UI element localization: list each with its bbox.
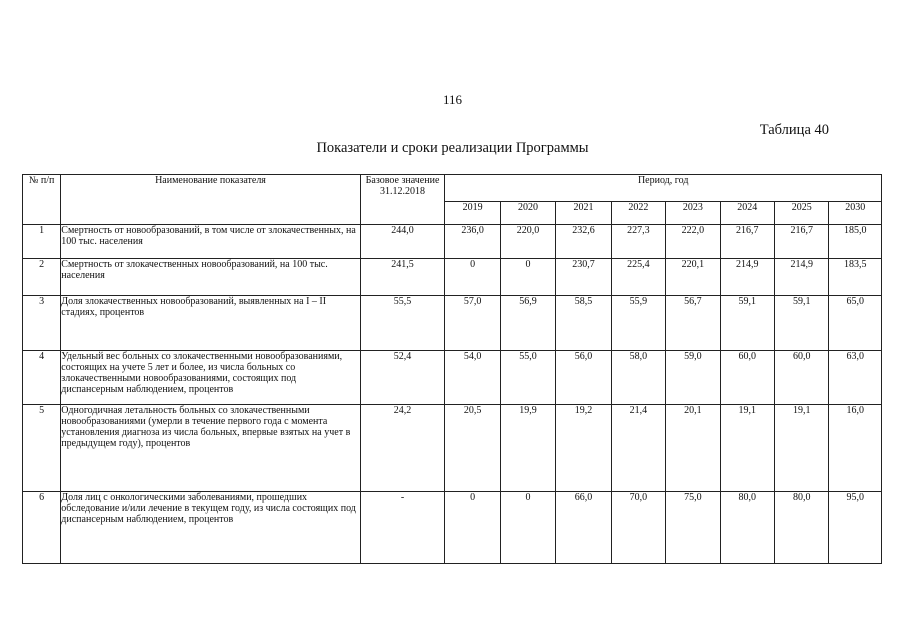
year-value: 80,0 [775, 492, 829, 564]
year-value: 19,1 [720, 405, 774, 492]
year-value: 60,0 [775, 351, 829, 405]
year-value: 55,9 [611, 296, 665, 351]
table-row [23, 259, 882, 296]
year-value: 220,1 [666, 259, 720, 296]
year-value: 19,1 [775, 405, 829, 492]
year-value: 75,0 [666, 492, 720, 564]
header-row [23, 175, 882, 202]
year-value: 0 [500, 259, 555, 296]
year-value: 65,0 [829, 296, 882, 351]
table-row [23, 492, 882, 564]
header-year: 2020 [500, 202, 555, 225]
row-number: 2 [23, 259, 61, 296]
indicators-table [22, 174, 882, 564]
row-number: 5 [23, 405, 61, 492]
year-value: 56,0 [556, 351, 611, 405]
row-number: 6 [23, 492, 61, 564]
year-value: 227,3 [611, 225, 665, 259]
year-value: 57,0 [445, 296, 500, 351]
indicator-name: Доля злокачественных новообразований, выявленных на I – II стадиях, процентов [61, 296, 360, 351]
row-number: 4 [23, 351, 61, 405]
year-value: 232,6 [556, 225, 611, 259]
year-value: 63,0 [829, 351, 882, 405]
header-num: № п/п [23, 175, 61, 225]
year-value: 216,7 [720, 225, 774, 259]
header-year: 2030 [829, 202, 882, 225]
table-row [23, 225, 882, 259]
year-value: 0 [500, 492, 555, 564]
year-value: 216,7 [775, 225, 829, 259]
base-value: - [360, 492, 445, 564]
year-value: 19,9 [500, 405, 555, 492]
year-value: 0 [445, 259, 500, 296]
header-base: Базовое значение 31.12.2018 [360, 175, 445, 225]
header-year: 2025 [775, 202, 829, 225]
base-value: 244,0 [360, 225, 445, 259]
header-year: 2019 [445, 202, 500, 225]
header-period: Период, год [445, 175, 882, 202]
year-value: 0 [445, 492, 500, 564]
year-value: 56,7 [666, 296, 720, 351]
base-value: 24,2 [360, 405, 445, 492]
year-value: 225,4 [611, 259, 665, 296]
year-value: 21,4 [611, 405, 665, 492]
year-value: 66,0 [556, 492, 611, 564]
year-value: 56,9 [500, 296, 555, 351]
table-row [23, 351, 882, 405]
year-value: 59,1 [720, 296, 774, 351]
table-row [23, 296, 882, 351]
base-value: 241,5 [360, 259, 445, 296]
year-value: 183,5 [829, 259, 882, 296]
year-value: 59,0 [666, 351, 720, 405]
year-value: 70,0 [611, 492, 665, 564]
year-value: 80,0 [720, 492, 774, 564]
year-value: 20,5 [445, 405, 500, 492]
indicator-name: Одногодичная летальность больных со злокачественными новообразованиями (умерли в течение первого года с момента установления диагноза из числа больных, впервые взятых на учет в предыдущем году), процентов [61, 405, 360, 492]
row-number: 1 [23, 225, 61, 259]
document-title: Показатели и сроки реализации Программы [316, 140, 589, 156]
header-name: Наименование показателя [61, 175, 360, 225]
year-value: 60,0 [720, 351, 774, 405]
indicator-name: Доля лиц с онкологическими заболеваниями, прошедших обследование и/или лечение в текущем году, из числа состоящих под диспансерным наблюдением, процентов [61, 492, 360, 564]
year-value: 95,0 [829, 492, 882, 564]
year-value: 222,0 [666, 225, 720, 259]
year-value: 59,1 [775, 296, 829, 351]
indicator-name: Смертность от злокачественных новообразований, на 100 тыс. населения [61, 259, 360, 296]
row-number: 3 [23, 296, 61, 351]
page-number: 116 [442, 92, 463, 107]
year-value: 214,9 [720, 259, 774, 296]
year-value: 58,0 [611, 351, 665, 405]
year-value: 16,0 [829, 405, 882, 492]
year-value: 19,2 [556, 405, 611, 492]
base-value: 55,5 [360, 296, 445, 351]
header-year: 2024 [720, 202, 774, 225]
year-value: 214,9 [775, 259, 829, 296]
header-year: 2021 [556, 202, 611, 225]
year-value: 58,5 [556, 296, 611, 351]
year-value: 185,0 [829, 225, 882, 259]
year-value: 20,1 [666, 405, 720, 492]
table-body [23, 225, 882, 564]
year-value: 55,0 [500, 351, 555, 405]
base-value: 52,4 [360, 351, 445, 405]
year-value: 230,7 [556, 259, 611, 296]
indicator-name: Удельный вес больных со злокачественными новообразованиями, состоящих на учете 5 лет и более, из числа больных со злокачественными новообразованиями, состоящих под диспансерным наблюдением, процентов [61, 351, 360, 405]
table-row [23, 405, 882, 492]
indicator-name: Смертность от новообразований, в том числе от злокачественных, на 100 тыс. населения [61, 225, 360, 259]
header-year: 2023 [666, 202, 720, 225]
year-value: 236,0 [445, 225, 500, 259]
year-value: 54,0 [445, 351, 500, 405]
header-year: 2022 [611, 202, 665, 225]
table-label: Таблица 40 [759, 122, 829, 138]
year-value: 220,0 [500, 225, 555, 259]
